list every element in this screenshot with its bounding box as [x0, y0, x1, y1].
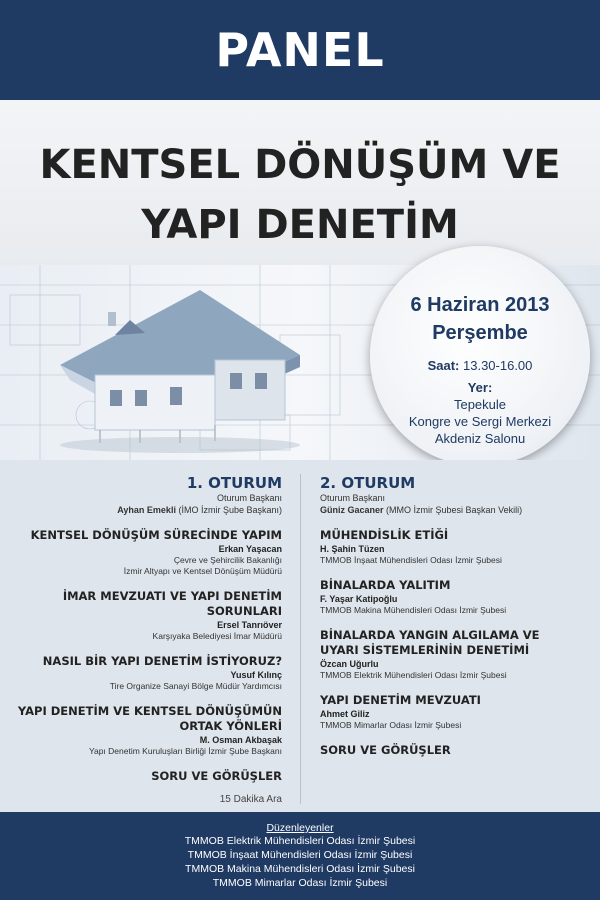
speaker-name: Ersel Tanrıöver	[217, 620, 282, 630]
session1-column	[10, 474, 282, 805]
session1-closing: SORU VE GÖRÜŞLER	[151, 769, 282, 783]
session1-chair	[10, 504, 282, 516]
column-divider	[300, 474, 301, 804]
talk-title: BİNALARDA YALITIM	[320, 578, 451, 592]
talk-title: MÜHENDİSLİK ETİĞİ	[320, 528, 449, 542]
speaker-org: Karşıyaka Belediyesi İmar Müdürü	[152, 631, 282, 641]
talk-title: NASIL BİR YAPI DENETİM İSTİYORUZ?	[42, 654, 282, 668]
session1-chair-org: (İMO İzmir Şube Başkanı)	[178, 505, 282, 515]
speaker-name: Erkan Yaşacan	[218, 544, 282, 554]
organizer-line: TMMOB İnşaat Mühendisleri Odası İzmir Şubesi	[187, 849, 413, 861]
session2-item	[320, 528, 590, 566]
speaker-name: M. Osman Akbaşak	[199, 735, 282, 745]
session2-title: 2. OTURUM	[320, 474, 416, 492]
talk-title: ORTAK YÖNLERİ	[179, 719, 282, 733]
speaker-name: F. Yaşar Katipoğlu	[320, 594, 398, 604]
session1-item	[10, 528, 282, 577]
panel-title: PANEL	[215, 23, 385, 77]
speaker-name: Yusuf Kılınç	[230, 670, 282, 680]
venue-line3: Akdeniz Salonu	[434, 431, 526, 446]
speaker-org: TMMOB İnşaat Mühendisleri Odası İzmir Şubesi	[320, 555, 502, 565]
speaker-org: TMMOB Mimarlar Odası İzmir Şubesi	[320, 720, 462, 730]
event-title-line1: KENTSEL DÖNÜŞÜM VE	[39, 142, 561, 188]
program-section	[0, 460, 600, 812]
session2-item	[320, 693, 590, 731]
speaker-org: TMMOB Elektrik Mühendisleri Odası İzmir Şubesi	[320, 670, 507, 680]
talk-title: YAPI DENETİM VE KENTSEL DÖNÜŞÜMÜN	[17, 704, 282, 718]
speaker-org: Tire Organize Sanayi Bölge Müdür Yardımcısı	[109, 681, 282, 691]
session1-title: 1. OTURUM	[186, 474, 282, 492]
organizer-line: TMMOB Elektrik Mühendisleri Odası İzmir Şubesi	[184, 835, 416, 847]
speaker-org: TMMOB Makina Mühendisleri Odası İzmir Şubesi	[320, 605, 507, 615]
speaker-org: Çevre ve Şehircilik Bakanlığı	[173, 555, 282, 565]
date-venue-circle	[370, 246, 590, 466]
event-day: Perşembe	[432, 322, 528, 344]
speaker-name: Ahmet Giliz	[320, 709, 370, 719]
session2-closing-block	[320, 743, 590, 758]
talk-title: YAPI DENETİM MEVZUATI	[320, 693, 481, 707]
session1-item	[10, 704, 282, 757]
event-date: 6 Haziran 2013	[410, 294, 550, 316]
time-value: 13.30-16.00	[463, 358, 533, 373]
talk-title: KENTSEL DÖNÜŞÜM SÜRECİNDE YAPIM	[30, 528, 282, 542]
organizer-line: TMMOB Makina Mühendisleri Odası İzmir Şubesi	[185, 863, 415, 875]
session1-chair-label: Oturum Başkanı	[216, 493, 282, 503]
speaker-name: H. Şahin Tüzen	[320, 544, 385, 554]
session2-item	[320, 578, 590, 616]
organizers-heading: Düzenleyenler	[266, 822, 334, 834]
talk-title: BİNALARDA YANGIN ALGILAMA VE	[320, 628, 540, 642]
talk-title: İMAR MEVZUATI VE YAPI DENETİM SORUNLARI	[62, 589, 282, 618]
event-title-line2: YAPI DENETİM	[141, 202, 459, 248]
event-title-area	[0, 100, 600, 270]
organizer-line: TMMOB Mimarlar Odası İzmir Şubesi	[212, 877, 388, 889]
break-note: 15 Dakika Ara	[219, 794, 282, 805]
session2-chair-org: (MMO İzmir Şubesi Başkan Vekili)	[386, 505, 523, 515]
session1-item	[10, 654, 282, 692]
header-band	[0, 0, 600, 100]
session1-item	[10, 589, 282, 642]
organizers-footer	[0, 812, 600, 900]
session2-chair	[320, 504, 590, 516]
speaker-org: Yapı Denetim Kuruluşları Birliği İzmir Şube Başkanı	[88, 746, 282, 756]
session1-chair-name: Ayhan Emekli	[117, 505, 176, 515]
venue-line2: Kongre ve Sergi Merkezi	[408, 414, 552, 429]
event-time	[370, 358, 590, 373]
venue-line1: Tepekule	[453, 397, 507, 412]
session2-item	[320, 628, 590, 681]
session2-column	[320, 474, 590, 758]
session2-closing: SORU VE GÖRÜŞLER	[320, 743, 451, 757]
session2-chair-name: Güniz Gacaner	[320, 505, 384, 515]
session1-closing-block	[10, 769, 282, 784]
speaker-name: Özcan Uğurlu	[320, 659, 379, 669]
talk-title: UYARI SİSTEMLERİNİN DENETİMİ	[320, 643, 530, 657]
time-label: Saat:	[427, 358, 460, 373]
session2-chair-label: Oturum Başkanı	[320, 493, 386, 503]
speaker-org: İzmir Altyapı ve Kentsel Dönüşüm Müdürü	[123, 566, 282, 576]
place-label: Yer:	[467, 380, 493, 395]
